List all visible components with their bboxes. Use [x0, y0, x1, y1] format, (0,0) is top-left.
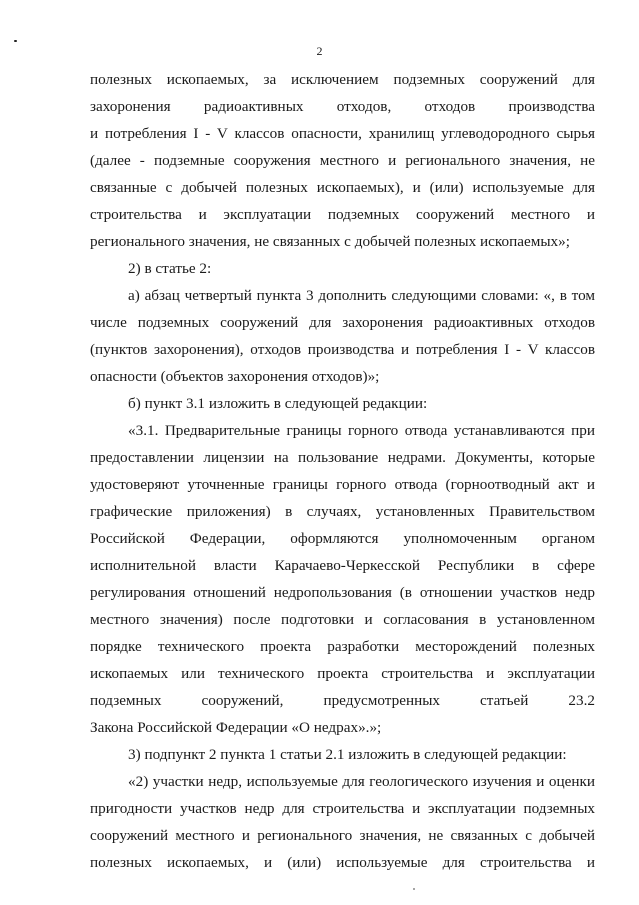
paragraph — [90, 282, 595, 390]
paragraph — [90, 255, 595, 282]
text-line: удостоверяют уточненные границы горного отвода (горноотводный акт и — [90, 476, 595, 493]
text-line: ископаемых или технического проекта строительства и эксплуатации — [90, 665, 595, 682]
text-line: графические приложения) в случаях, установленных Правительством — [90, 503, 595, 520]
paragraph — [90, 417, 595, 741]
text-line: Закона Российской Федерации «О недрах».»; — [90, 719, 382, 736]
text-line: «3.1. Предварительные границы горного отвода устанавливаются при — [128, 422, 595, 439]
paragraph — [90, 768, 595, 876]
text-line: строительства и эксплуатации подземных сооружений местного и — [90, 206, 595, 223]
scan-speck — [413, 888, 415, 890]
text-line: пригодности участков недр для строительства и эксплуатации подземных — [90, 800, 595, 817]
text-line: «2) участки недр, используемые для геологического изучения и оценки — [128, 773, 595, 790]
text-line: (далее - подземные сооружения местного и регионального значения, не — [90, 152, 595, 169]
paragraph — [90, 741, 595, 768]
text-line: и потребления I - V классов опасности, хранилищ углеводородного сырья — [90, 125, 595, 142]
text-line: местного значения) после подготовки и согласования в установленном — [90, 611, 595, 628]
text-line: подземных сооружений, предусмотренных статьей 23.2 — [90, 692, 595, 709]
text-line: 3) подпункт 2 пункта 1 статьи 2.1 изложить в следующей редакции: — [128, 746, 567, 763]
text-line: опасности (объектов захоронения отходов)»; — [90, 368, 380, 385]
scan-speck — [14, 40, 17, 42]
text-line: захоронения радиоактивных отходов, отходов производства — [90, 98, 595, 115]
text-line: регионального значения, не связанных с добычей полезных ископаемых»; — [90, 233, 570, 250]
text-line: сооружений местного и регионального значения, не связанных с добычей — [90, 827, 595, 844]
text-line: полезных ископаемых, и (или) используемые для строительства и — [90, 854, 595, 871]
paragraph — [90, 66, 595, 255]
text-line: исполнительной власти Карачаево-Черкесской Республики в сфере — [90, 557, 595, 574]
text-line: предоставлении лицензии на пользование недрами. Документы, которые — [90, 449, 595, 466]
text-line: 2) в статье 2: — [128, 260, 212, 277]
text-line: числе подземных сооружений для захоронения радиоактивных отходов — [90, 314, 595, 331]
text-line: полезных ископаемых, за исключением подземных сооружений для — [90, 71, 595, 88]
text-line: а) абзац четвертый пункта 3 дополнить следующими словами: «, в том — [128, 287, 595, 304]
page-number: 2 — [316, 44, 323, 58]
paragraph — [90, 390, 595, 417]
text-line: б) пункт 3.1 изложить в следующей редакции: — [128, 395, 428, 412]
text-line: Российской Федерации, оформляются уполномоченным органом — [90, 530, 595, 547]
text-line: (пунктов захоронения), отходов производства и потребления I - V классов — [90, 341, 595, 358]
text-line: связанные с добычей полезных ископаемых), и (или) используемые для — [90, 179, 595, 196]
document-body — [90, 66, 595, 876]
text-line: регулирования отношений недропользования (в отношении участков недр — [90, 584, 595, 601]
text-line: порядке технического проекта разработки месторождений полезных — [90, 638, 595, 655]
